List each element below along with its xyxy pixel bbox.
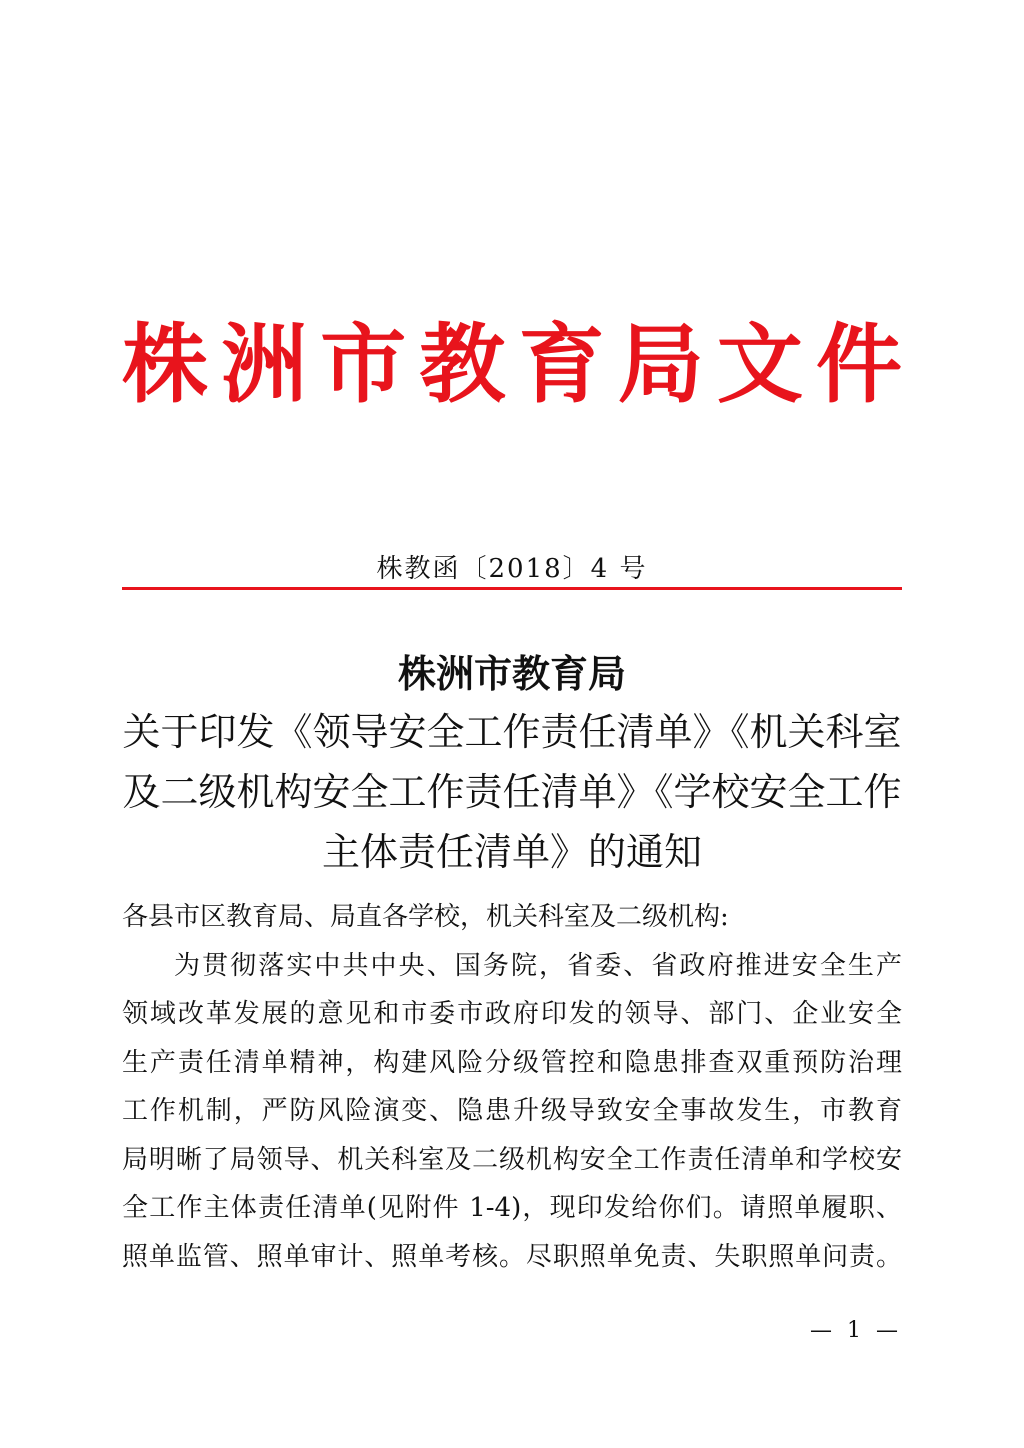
header-char: 洲 bbox=[221, 314, 308, 415]
document-body bbox=[122, 893, 902, 1281]
page-number: — 1 — bbox=[810, 1318, 902, 1343]
header-char: 教 bbox=[419, 314, 506, 415]
paragraph-line: 为贯彻落实中共中央、国务院，省委、省政府推进安全生产 bbox=[174, 950, 902, 981]
paragraph-line: 生产责任清单精神，构建风险分级管控和隐患排查双重预防治理 bbox=[122, 1047, 902, 1078]
document-title bbox=[112, 646, 912, 882]
paragraph-line: 工作机制，严防风险演变、隐患升级导致安全事故发生，市教育 bbox=[122, 1096, 902, 1126]
header-char: 育 bbox=[518, 314, 605, 415]
title-line: 及二级机构安全工作责任清单》《学校安全工作 bbox=[122, 770, 902, 814]
paragraph-line: 领域改革发展的意见和市委市政府印发的领导、部门、企业安全 bbox=[122, 999, 902, 1029]
paragraph-line: 全工作主体责任清单(见附件 1-4)，现印发给你们。请照单履职、 bbox=[122, 1193, 902, 1223]
salutation: 各县市区教育局、局直各学校，机关科室及二级机构: bbox=[122, 902, 729, 932]
header-char: 株 bbox=[122, 314, 208, 415]
header-char: 市 bbox=[320, 314, 407, 415]
paragraph-line: 照单监管、照单审计、照单考核。尽职照单免责、失职照单问责。 bbox=[122, 1241, 902, 1272]
title-line: 关于印发《领导安全工作责任清单》《机关科室 bbox=[122, 710, 902, 754]
header-char: 文 bbox=[716, 314, 803, 415]
title-issuer: 株洲市教育局 bbox=[397, 651, 626, 696]
title-line: 主体责任清单》的通知 bbox=[321, 830, 702, 874]
paragraph-line: 局明晰了局领导、机关科室及二级机构安全工作责任清单和学校安 bbox=[122, 1144, 902, 1175]
header-char: 件 bbox=[815, 314, 902, 415]
document-number: 株教函〔2018〕4 号 bbox=[376, 554, 648, 584]
document-header bbox=[122, 305, 902, 425]
red-divider bbox=[122, 587, 902, 590]
header-char: 局 bbox=[617, 314, 704, 415]
